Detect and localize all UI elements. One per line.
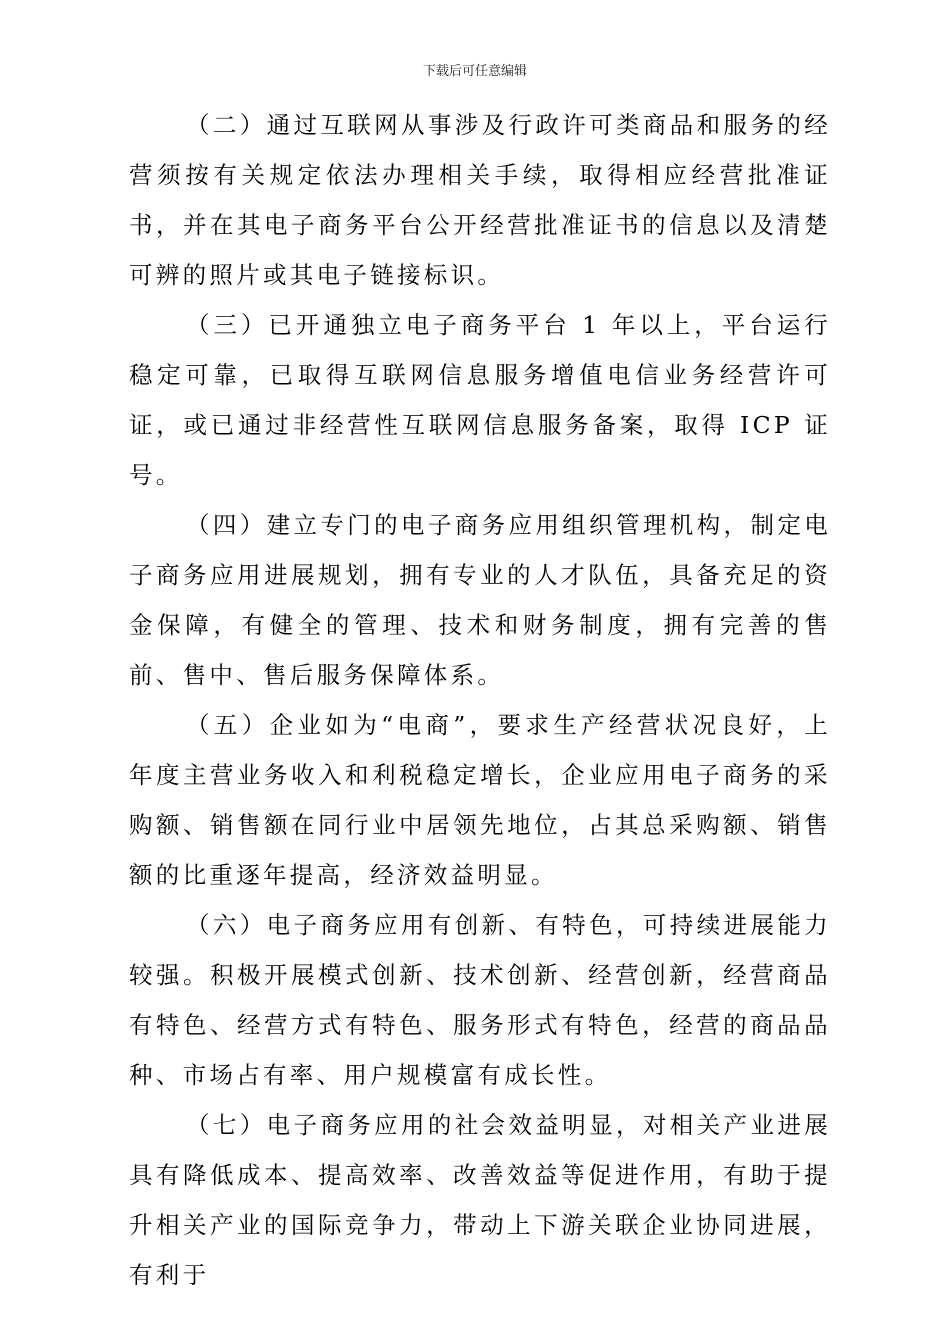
document-body bbox=[129, 100, 831, 1300]
paragraph-3: （三）已开通独立电子商务平台 1 年以上，平台运行稳定可靠，已取得互联网信息服务增值电信业务经营许可证，或已通过非经营性互联网信息服务备案，取得 ICP 证号。 bbox=[129, 311, 831, 489]
paragraph-2: （二）通过互联网从事涉及行政许可类商品和服务的经营须按有关规定依法办理相关手续，取得相应经营批准证书，并在其电子商务平台公开经营批准证书的信息以及清楚可辨的照片或其电子链接标识。 bbox=[129, 111, 831, 289]
paragraph-4: （四）建立专门的电子商务应用组织管理机构，制定电子商务应用进展规划，拥有专业的人才队伍，具备充足的资金保障，有健全的管理、技术和财务制度，拥有完善的售前、售中、售后服务保障体系。 bbox=[129, 511, 831, 689]
paragraph-5: （五）企业如为“电商”，要求生产经营状况良好，上年度主营业务收入和利税稳定增长，企业应用电子商务的采购额、销售额在同行业中居领先地位，占其总采购额、销售额的比重逐年提高，经济效益明显。 bbox=[129, 711, 831, 889]
paragraph-7: （七）电子商务应用的社会效益明显，对相关产业进展具有降低成本、提高效率、改善效益等促进作用，有助于提升相关产业的国际竞争力，带动上下游关联企业协同进展，有利于 bbox=[129, 1111, 831, 1289]
paragraph-6: （六）电子商务应用有创新、有特色，可持续进展能力较强。积极开展模式创新、技术创新、经营创新，经营商品有特色、经营方式有特色、服务形式有特色，经营的商品品种、市场占有率、用户规模富有成长性。 bbox=[129, 911, 831, 1089]
page-header-note: 下载后可任意编辑 bbox=[422, 64, 527, 79]
